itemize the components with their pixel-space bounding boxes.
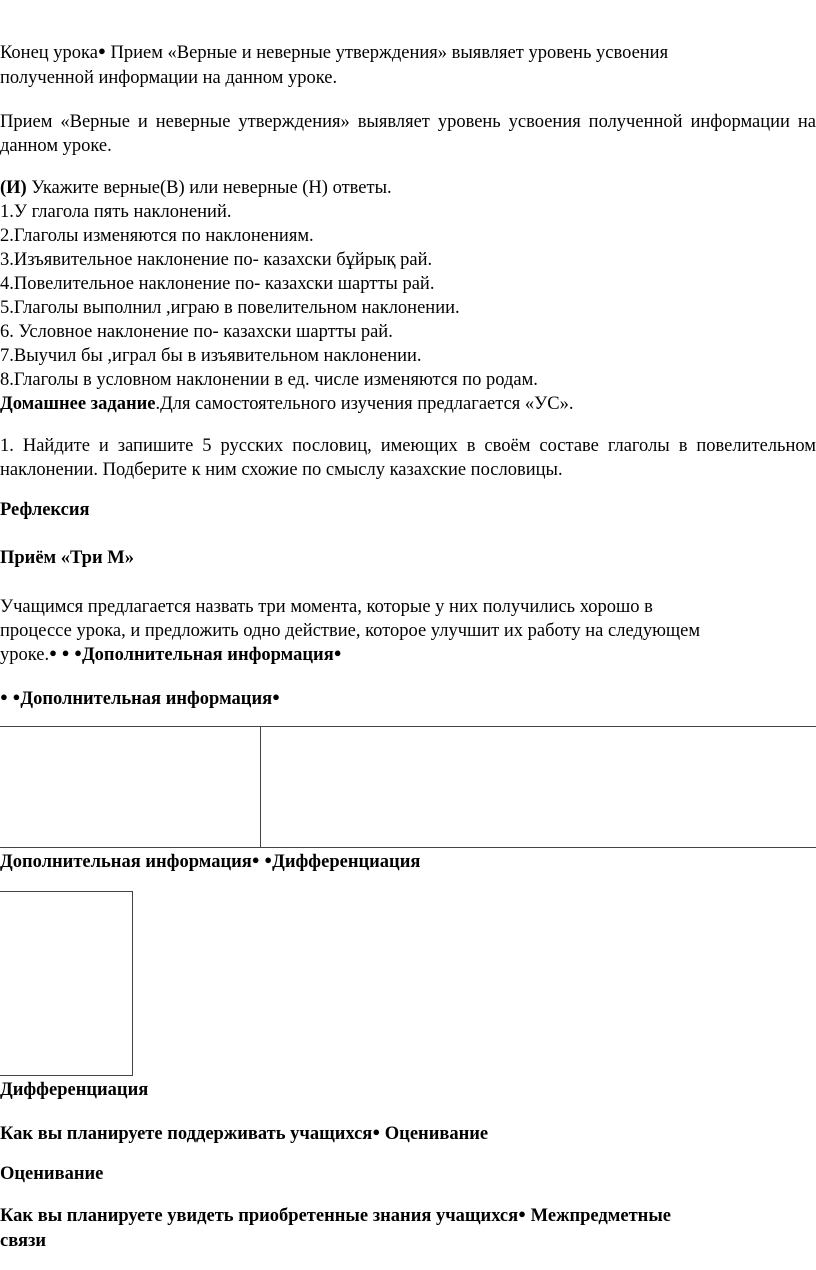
task-block [0,176,816,416]
task-item: 3.Изъявительное наклонение по- казахски бұйрық рай. [0,250,433,270]
reflection-text [0,595,816,668]
diff-heading: Дифференциация [0,1080,149,1100]
lesson-end-text: Прием «Верные и неверные утверждения» выявляет уровень усвоения [105,43,669,63]
task-item: 2.Глаголы изменяются по наклонениям. [0,226,314,246]
table-divider [260,726,261,848]
reflection-text-line3: уроке. [0,645,50,665]
homework-text: .Для самостоятельного изучения предлагается «УС». [155,394,574,414]
bullet-icon: ● [372,1124,381,1139]
assessment-text: Оценивание [380,1124,489,1144]
task-item: 5.Глаголы выполнил ,играю в повелительном наклонении. [0,298,460,318]
reflection-text-line2: процессе урока, и предложить одно действие, которое улучшит их работу на следующем [0,621,701,641]
interdisciplinary-text: Межпредметные [526,1206,671,1226]
lesson-end-text-line2: полученной информации на данном уроке. [0,68,338,88]
reflection-heading: Рефлексия [0,500,90,520]
bullet-icon: ● [272,689,280,704]
support-question [0,1122,816,1147]
bullet-icon: ● [74,645,82,660]
task-intro: Укажите верные(В) или неверные (Н) ответы. [26,178,392,198]
bullet-icon: ● [518,1206,527,1221]
task-marker: (И) [0,178,27,198]
extra-info-text: Дополнительная информация [20,689,273,709]
bullet-icon: ● [61,645,70,660]
paragraph-technique: Прием «Верные и неверные утверждения» выявляет уровень усвоения полученной информации на данном уроке. [0,112,816,156]
task-item: 7.Выучил бы ,играл бы в изъявительном наклонении. [0,346,422,366]
bullet-icon: ● [97,43,106,58]
task-item: 6. Условное наклонение по- казахски шартты рай. [0,322,393,342]
extra-info-text: Дополнительная информация [0,852,252,872]
bullet-icon: ● [49,645,57,660]
knowledge-question [0,1204,816,1253]
bullet-icon: ● [0,689,8,704]
table-border-top [0,726,816,727]
extra-diff-heading [0,850,816,875]
bullet-icon: ● [264,852,273,867]
lesson-end-label: Конец урока [0,43,98,63]
bullet-icon: ● [333,645,342,660]
bullet-icon: ● [12,689,21,704]
task-item: 1.У глагола пять наклонений. [0,202,232,222]
extra-info-heading [0,687,816,712]
empty-table-cell [0,891,133,1076]
assessment-heading: Оценивание [0,1164,104,1184]
paragraph-lesson-end [0,41,816,90]
support-question-text: Как вы планируете поддерживать учащихся [0,1124,373,1144]
knowledge-question-text: Как вы планируете увидеть приобретенные знания учащихся [0,1206,519,1226]
extra-info-label: Дополнительная информация [81,645,334,665]
technique-heading: Приём «Три М» [0,548,134,568]
reflection-text-line1: Учащимся предлагается назвать три момента, которые у них получились хорошо в [0,597,653,617]
table-border-bottom [0,847,816,848]
task-item: 4.Повелительное наклонение по- казахски шартты рай. [0,274,435,294]
task-item: 8.Глаголы в условном наклонении в ед. числе изменяются по родам. [0,370,538,390]
diff-text: Дифференциация [272,852,421,872]
homework-label: Домашнее задание [0,394,156,414]
interdisciplinary-text-line2: связи [0,1231,47,1251]
homework-item: 1. Найдите и запишите 5 русских пословиц, имеющих в своём составе глаголы в повелительном наклонении. Подберите к ним схожие по смыслу казахские пословицы. [0,436,816,480]
bullet-icon: ● [251,852,260,867]
